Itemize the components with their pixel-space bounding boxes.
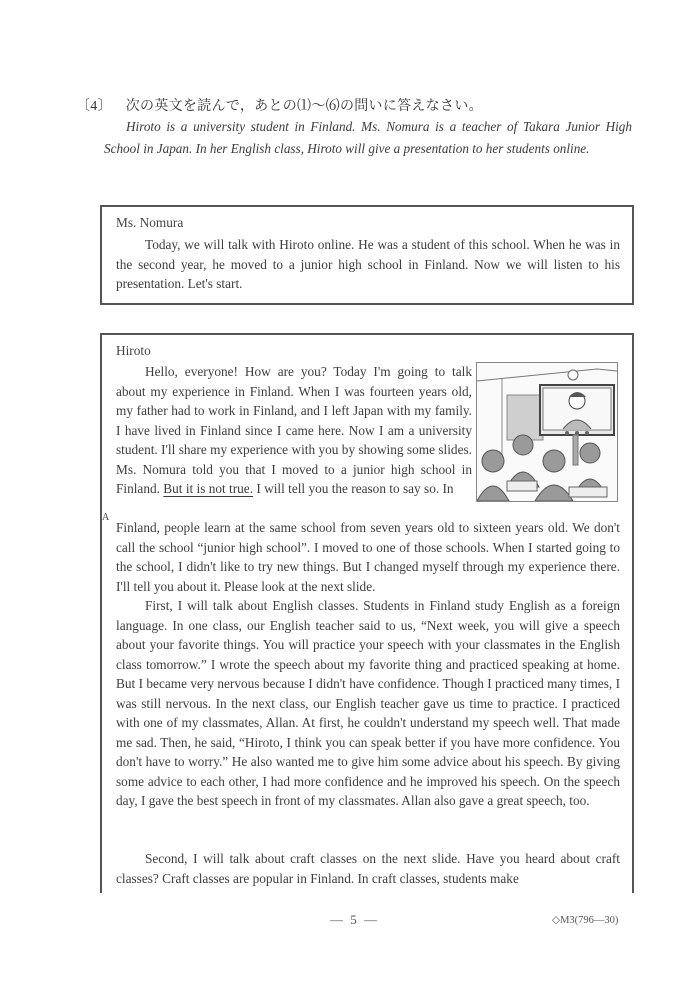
- hiroto-paragraph-1-continued: Finland, people learn at the same school from seven years old to sixteen years old. We don't call the school “junior high school”. I moved to one of those schools. When I started going to the school, I didn't like to try new things. But I changed myself through my experience there. I'll tell you about it. Please look at the next slide.: [116, 520, 620, 594]
- nomura-sentence: Today, we will talk with Hiroto online. He was a student of this school. When he was in the second year, he moved to a junior high school in Finland. Now we will listen to his presentation. Let's start.: [116, 237, 620, 291]
- exam-code: ◇M3(796—30): [552, 915, 619, 926]
- p3-text: Second, I will talk about craft classes on the next slide. Have you heard about craft classes? Craft classes are popular in Finland. In craft classes, students make: [116, 851, 620, 886]
- question-instruction: 次の英文を読んで，あとの⑴〜⑹の問いに答えなさい。: [125, 99, 483, 114]
- p1-start: Hello, everyone! How are you? Today I'm going to talk about my experience in Finland. When I was fourteen years old, my father had to work in Finland, and I left Japan with my family. I have lived in Finland since I came here. Now I am a university student. I'll share my experience with you by showing some slides. Ms. Nomura told you that I moved to a junior high school in Finland.: [116, 364, 472, 496]
- intro-sentence: Hiroto is a university student in Finland. Ms. Nomura is a teacher of Takara Junior High School in Japan. In her English class, Hiroto will give a presentation to her students online.: [104, 119, 632, 156]
- p2-text: First, I will talk about English classes. Students in Finland study English as a foreign language. In one class, our English teacher said to us, “Next week, you will give a speech about your favorite things. You will practice your speech with your classmates in the English class tomorrow.” I wrote the speech about my favorite thing and practiced speaking at home. But I became very nervous because I didn't have confidence. Though I practiced many times, I was still nervous. In the next class, our English teacher gave us time to practice. I practiced with one of my classmates, Allan. At first, he couldn't understand my speech well. That made me sad. Then, he said, “Hiroto, I think you can speak better if you have more confidence. You don't have to worry.” He also wanted me to give him some advice about his speech. By giving some advice to each other, I had more confidence and he improved his speech. On the speech day, I gave the best speech in front of my classmates. Allan also gave a great speech, too.: [116, 598, 620, 808]
- speaker-hiroto: Hiroto: [116, 343, 151, 358]
- hiroto-paragraph-1: [116, 362, 472, 499]
- page-number: — 5 —: [330, 912, 379, 927]
- question-heading: [76, 95, 483, 115]
- speaker-nomura: Ms. Nomura: [116, 215, 184, 230]
- intro-text: [104, 116, 632, 160]
- nomura-text: [116, 235, 620, 294]
- question-number: 〔4〕: [76, 99, 112, 114]
- hiroto-paragraph-2: [116, 596, 620, 811]
- p1-after: I will tell you the reason to say so. In: [253, 481, 454, 496]
- hiroto-paragraph-3: [116, 849, 620, 888]
- nomura-box: [100, 205, 634, 305]
- classroom-online-presentation-icon: [477, 363, 617, 501]
- underlined-sentence-a: But it is not true.: [163, 481, 254, 496]
- underline-label-a: A: [102, 512, 110, 523]
- classroom-illustration: [476, 362, 618, 502]
